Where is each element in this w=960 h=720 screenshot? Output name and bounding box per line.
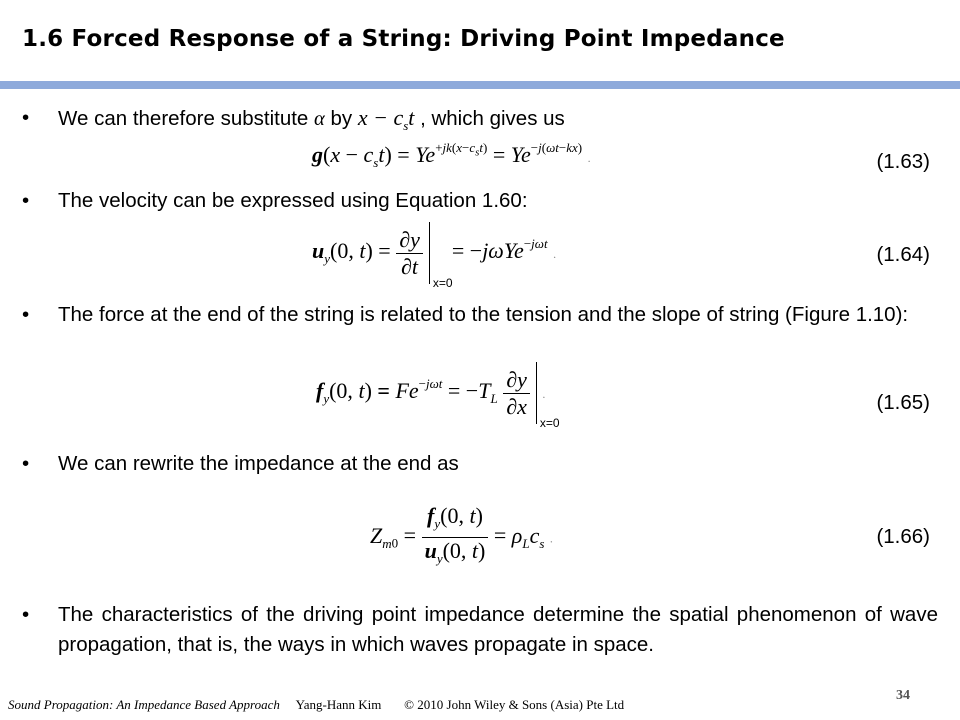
alpha-symbol: α — [314, 108, 325, 130]
footer-book-title: Sound Propagation: An Impedance Based Approach — [8, 697, 280, 712]
equation-1-65: $f_y(0$, $t) = Fe^{-j\omega t} = -T_L$ $\frac{\partial y}{\partial x}$ x=0 . — [316, 362, 545, 424]
footer-author: Yang-Hann Kim — [295, 697, 382, 712]
equation-number-1-63: (1.63) — [876, 150, 930, 173]
bullet-2-text: The velocity can be expressed using Equation 1.60: — [58, 189, 528, 212]
bullet-marker: • — [22, 603, 30, 626]
bullet-marker: • — [22, 452, 30, 475]
bullet-marker: • — [22, 303, 30, 326]
footer — [8, 697, 624, 713]
bullet-4-text: We can rewrite the impedance at the end as — [58, 452, 459, 475]
equation-1-66: $Z_{m0}$ = $\frac{f_y(0, t)}{u_y(0, t)}$ = $\rho_Lc_s$ . — [370, 503, 553, 566]
equation-1-64: $u_y(0$, t) = $\frac{\partial y}{\partial t}$ x=0 = −jωYe$^{-j\omega t}$ . — [312, 222, 556, 284]
footer-copyright: © 2010 John Wiley & Sons (Asia) Pte Ltd — [404, 697, 625, 712]
title-divider — [0, 81, 960, 89]
bullet-1-text: We can therefore substitute α by $x - c_st$ , which gives us — [58, 105, 565, 133]
equation-1-63: $g(x - c_st) = Ye^{+jk(x-c_st)} = Ye^{-j(\omega t-kx)}$ . — [312, 140, 591, 170]
bullet-marker: • — [22, 106, 30, 129]
page-number: 34 — [896, 688, 910, 703]
bullet-3-text: The force at the end of the string is related to the tension and the slope of string (Figure 1.10): — [58, 303, 909, 326]
bullet-5-text: The characteristics of the driving point impedance determine the spatial phenomenon of wave propagation, that is, the ways in which waves propagate in space. — [58, 603, 938, 656]
equation-number-1-66: (1.66) — [876, 525, 930, 548]
equation-number-1-65: (1.65) — [876, 391, 930, 414]
page-title: 1.6 Forced Response of a String: Driving Point Impedance — [22, 26, 785, 52]
substitution-expression: $x - c_st$ — [357, 105, 415, 133]
equation-number-1-64: (1.64) — [876, 243, 930, 266]
bullet-marker: • — [22, 189, 30, 212]
